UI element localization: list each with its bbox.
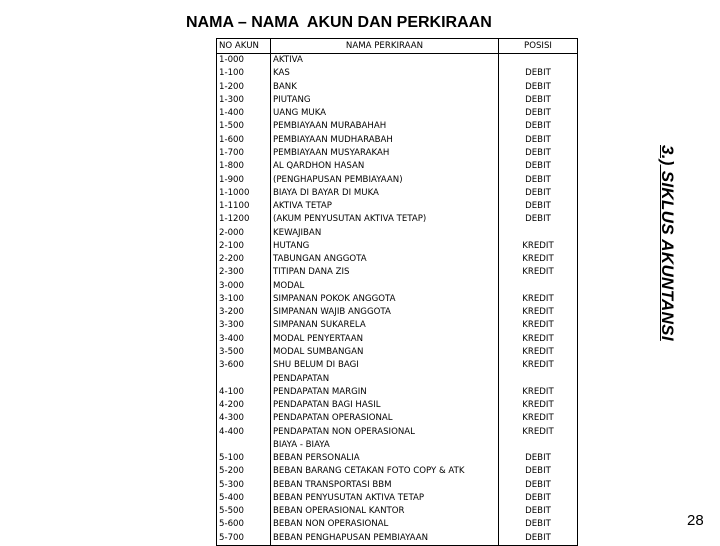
account-number-cell: 4-400 bbox=[217, 425, 271, 438]
header-account-number: NO AKUN bbox=[217, 39, 271, 54]
account-number-cell: 5-100 bbox=[217, 452, 271, 465]
table-row bbox=[217, 492, 578, 505]
account-number-cell: 2-100 bbox=[217, 240, 271, 253]
account-name-cell: TITIPAN DANA ZIS bbox=[271, 266, 499, 279]
accounts-table-body bbox=[217, 54, 578, 546]
table-row bbox=[217, 280, 578, 293]
account-name-cell: BANK bbox=[271, 81, 499, 94]
account-name-cell: KEWAJIBAN bbox=[271, 226, 499, 239]
position-cell: KREDIT bbox=[499, 306, 578, 319]
account-number-cell: 5-300 bbox=[217, 479, 271, 492]
page-number: 28 bbox=[687, 512, 704, 529]
table-row bbox=[217, 319, 578, 332]
table-row bbox=[217, 240, 578, 253]
position-cell: KREDIT bbox=[499, 399, 578, 412]
account-number-cell: 3-400 bbox=[217, 333, 271, 346]
table-row bbox=[217, 253, 578, 266]
account-name-cell: BEBAN PERSONALIA bbox=[271, 452, 499, 465]
account-number-cell: 4-100 bbox=[217, 386, 271, 399]
position-cell: DEBIT bbox=[499, 160, 578, 173]
account-name-cell: BIAYA - BIAYA bbox=[271, 439, 499, 452]
account-number-cell: 5-500 bbox=[217, 505, 271, 518]
account-number-cell: 1-000 bbox=[217, 54, 271, 68]
table-row bbox=[217, 333, 578, 346]
table-row bbox=[217, 293, 578, 306]
position-cell: DEBIT bbox=[499, 134, 578, 147]
table-row bbox=[217, 372, 578, 385]
account-number-cell: 3-600 bbox=[217, 359, 271, 372]
account-number-cell: 3-300 bbox=[217, 319, 271, 332]
account-number-cell: 3-500 bbox=[217, 346, 271, 359]
table-row bbox=[217, 465, 578, 478]
accounts-table bbox=[216, 38, 578, 546]
table-row bbox=[217, 479, 578, 492]
table-row bbox=[217, 200, 578, 213]
account-name-cell: (PENGHAPUSAN PEMBIAYAAN) bbox=[271, 173, 499, 186]
position-cell: DEBIT bbox=[499, 147, 578, 160]
table-row bbox=[217, 173, 578, 186]
position-cell: DEBIT bbox=[499, 518, 578, 531]
account-number-cell: 5-600 bbox=[217, 518, 271, 531]
account-name-cell: PENDAPATAN OPERASIONAL bbox=[271, 412, 499, 425]
account-number-cell: 1-1100 bbox=[217, 200, 271, 213]
account-name-cell: BEBAN TRANSPORTASI BBM bbox=[271, 479, 499, 492]
table-row bbox=[217, 505, 578, 518]
account-number-cell: 1-500 bbox=[217, 120, 271, 133]
account-number-cell: 1-900 bbox=[217, 173, 271, 186]
position-cell: DEBIT bbox=[499, 213, 578, 226]
table-row bbox=[217, 107, 578, 120]
table-row bbox=[217, 147, 578, 160]
table-row bbox=[217, 346, 578, 359]
account-number-cell: 2-000 bbox=[217, 226, 271, 239]
account-number-cell: 3-100 bbox=[217, 293, 271, 306]
table-row bbox=[217, 399, 578, 412]
account-name-cell: BIAYA DI BAYAR DI MUKA bbox=[271, 187, 499, 200]
account-name-cell: PEMBIAYAAN MURABAHAH bbox=[271, 120, 499, 133]
table-row bbox=[217, 54, 578, 68]
position-cell: DEBIT bbox=[499, 200, 578, 213]
table-row bbox=[217, 425, 578, 438]
table-row bbox=[217, 306, 578, 319]
position-cell bbox=[499, 439, 578, 452]
account-number-cell: 4-200 bbox=[217, 399, 271, 412]
position-cell: DEBIT bbox=[499, 120, 578, 133]
position-cell bbox=[499, 372, 578, 385]
account-name-cell: SIMPANAN SUKARELA bbox=[271, 319, 499, 332]
account-number-cell: 4-300 bbox=[217, 412, 271, 425]
table-row bbox=[217, 187, 578, 200]
account-number-cell: 3-000 bbox=[217, 280, 271, 293]
position-cell: DEBIT bbox=[499, 505, 578, 518]
account-name-cell: SHU BELUM DI BAGI bbox=[271, 359, 499, 372]
account-name-cell: PENDAPATAN NON OPERASIONAL bbox=[271, 425, 499, 438]
account-number-cell: 2-300 bbox=[217, 266, 271, 279]
account-name-cell: PEMBIAYAAN MUDHARABAH bbox=[271, 134, 499, 147]
account-number-cell: 1-1200 bbox=[217, 213, 271, 226]
table-row bbox=[217, 439, 578, 452]
account-name-cell: (AKUM PENYUSUTAN AKTIVA TETAP) bbox=[271, 213, 499, 226]
position-cell: KREDIT bbox=[499, 333, 578, 346]
table-row bbox=[217, 81, 578, 94]
table-row bbox=[217, 359, 578, 372]
account-number-cell: 1-1000 bbox=[217, 187, 271, 200]
account-number-cell bbox=[217, 439, 271, 452]
table-row bbox=[217, 532, 578, 546]
position-cell bbox=[499, 226, 578, 239]
table-row bbox=[217, 386, 578, 399]
account-number-cell: 1-400 bbox=[217, 107, 271, 120]
position-cell bbox=[499, 280, 578, 293]
account-number-cell bbox=[217, 372, 271, 385]
account-name-cell: AL QARDHON HASAN bbox=[271, 160, 499, 173]
account-name-cell: SIMPANAN WAJIB ANGGOTA bbox=[271, 306, 499, 319]
position-cell: DEBIT bbox=[499, 173, 578, 186]
position-cell: KREDIT bbox=[499, 293, 578, 306]
account-name-cell: MODAL SUMBANGAN bbox=[271, 346, 499, 359]
position-cell: KREDIT bbox=[499, 253, 578, 266]
table-row bbox=[217, 452, 578, 465]
account-name-cell: AKTIVA TETAP bbox=[271, 200, 499, 213]
account-name-cell: PENDAPATAN MARGIN bbox=[271, 386, 499, 399]
table-row bbox=[217, 160, 578, 173]
table-row bbox=[217, 213, 578, 226]
account-name-cell: MODAL bbox=[271, 280, 499, 293]
account-name-cell: PENDAPATAN bbox=[271, 372, 499, 385]
position-cell: KREDIT bbox=[499, 386, 578, 399]
position-cell: KREDIT bbox=[499, 412, 578, 425]
table-row bbox=[217, 120, 578, 133]
account-number-cell: 1-600 bbox=[217, 134, 271, 147]
account-name-cell: BEBAN OPERASIONAL KANTOR bbox=[271, 505, 499, 518]
position-cell: DEBIT bbox=[499, 81, 578, 94]
position-cell: DEBIT bbox=[499, 532, 578, 546]
account-name-cell: MODAL PENYERTAAN bbox=[271, 333, 499, 346]
position-cell: DEBIT bbox=[499, 465, 578, 478]
position-cell: KREDIT bbox=[499, 346, 578, 359]
account-number-cell: 1-200 bbox=[217, 81, 271, 94]
position-cell: DEBIT bbox=[499, 187, 578, 200]
account-number-cell: 5-700 bbox=[217, 532, 271, 546]
account-name-cell: HUTANG bbox=[271, 240, 499, 253]
table-row bbox=[217, 134, 578, 147]
account-name-cell: BEBAN NON OPERASIONAL bbox=[271, 518, 499, 531]
table-row bbox=[217, 67, 578, 80]
position-cell: DEBIT bbox=[499, 479, 578, 492]
account-number-cell: 3-200 bbox=[217, 306, 271, 319]
table-row bbox=[217, 412, 578, 425]
table-row bbox=[217, 94, 578, 107]
account-number-cell: 5-200 bbox=[217, 465, 271, 478]
position-cell: DEBIT bbox=[499, 94, 578, 107]
account-number-cell: 1-800 bbox=[217, 160, 271, 173]
account-name-cell: TABUNGAN ANGGOTA bbox=[271, 253, 499, 266]
page-title: NAMA – NAMA AKUN DAN PERKIRAAN bbox=[186, 14, 492, 31]
account-number-cell: 2-200 bbox=[217, 253, 271, 266]
account-name-cell: BEBAN PENGHAPUSAN PEMBIAYAAN bbox=[271, 532, 499, 546]
account-number-cell: 1-700 bbox=[217, 147, 271, 160]
account-number-cell: 1-300 bbox=[217, 94, 271, 107]
account-number-cell: 1-100 bbox=[217, 67, 271, 80]
position-cell: DEBIT bbox=[499, 452, 578, 465]
position-cell: KREDIT bbox=[499, 240, 578, 253]
side-section-label: 3.) SIKLUS AKUNTANSI bbox=[658, 145, 677, 341]
account-name-cell: UANG MUKA bbox=[271, 107, 499, 120]
header-account-name: NAMA PERKIRAAN bbox=[271, 39, 499, 54]
account-name-cell: AKTIVA bbox=[271, 54, 499, 68]
position-cell: KREDIT bbox=[499, 319, 578, 332]
position-cell: DEBIT bbox=[499, 67, 578, 80]
account-name-cell: SIMPANAN POKOK ANGGOTA bbox=[271, 293, 499, 306]
table-header-row bbox=[217, 39, 578, 54]
account-name-cell: BEBAN PENYUSUTAN AKTIVA TETAP bbox=[271, 492, 499, 505]
position-cell: KREDIT bbox=[499, 359, 578, 372]
position-cell: KREDIT bbox=[499, 425, 578, 438]
position-cell: KREDIT bbox=[499, 266, 578, 279]
table-row bbox=[217, 226, 578, 239]
account-name-cell: PENDAPATAN BAGI HASIL bbox=[271, 399, 499, 412]
table-row bbox=[217, 518, 578, 531]
account-name-cell: BEBAN BARANG CETAKAN FOTO COPY & ATK bbox=[271, 465, 499, 478]
account-name-cell: KAS bbox=[271, 67, 499, 80]
position-cell: DEBIT bbox=[499, 492, 578, 505]
table-row bbox=[217, 266, 578, 279]
account-name-cell: PIUTANG bbox=[271, 94, 499, 107]
account-number-cell: 5-400 bbox=[217, 492, 271, 505]
position-cell: DEBIT bbox=[499, 107, 578, 120]
account-name-cell: PEMBIAYAAN MUSYARAKAH bbox=[271, 147, 499, 160]
header-position: POSISI bbox=[499, 39, 578, 54]
position-cell bbox=[499, 54, 578, 68]
